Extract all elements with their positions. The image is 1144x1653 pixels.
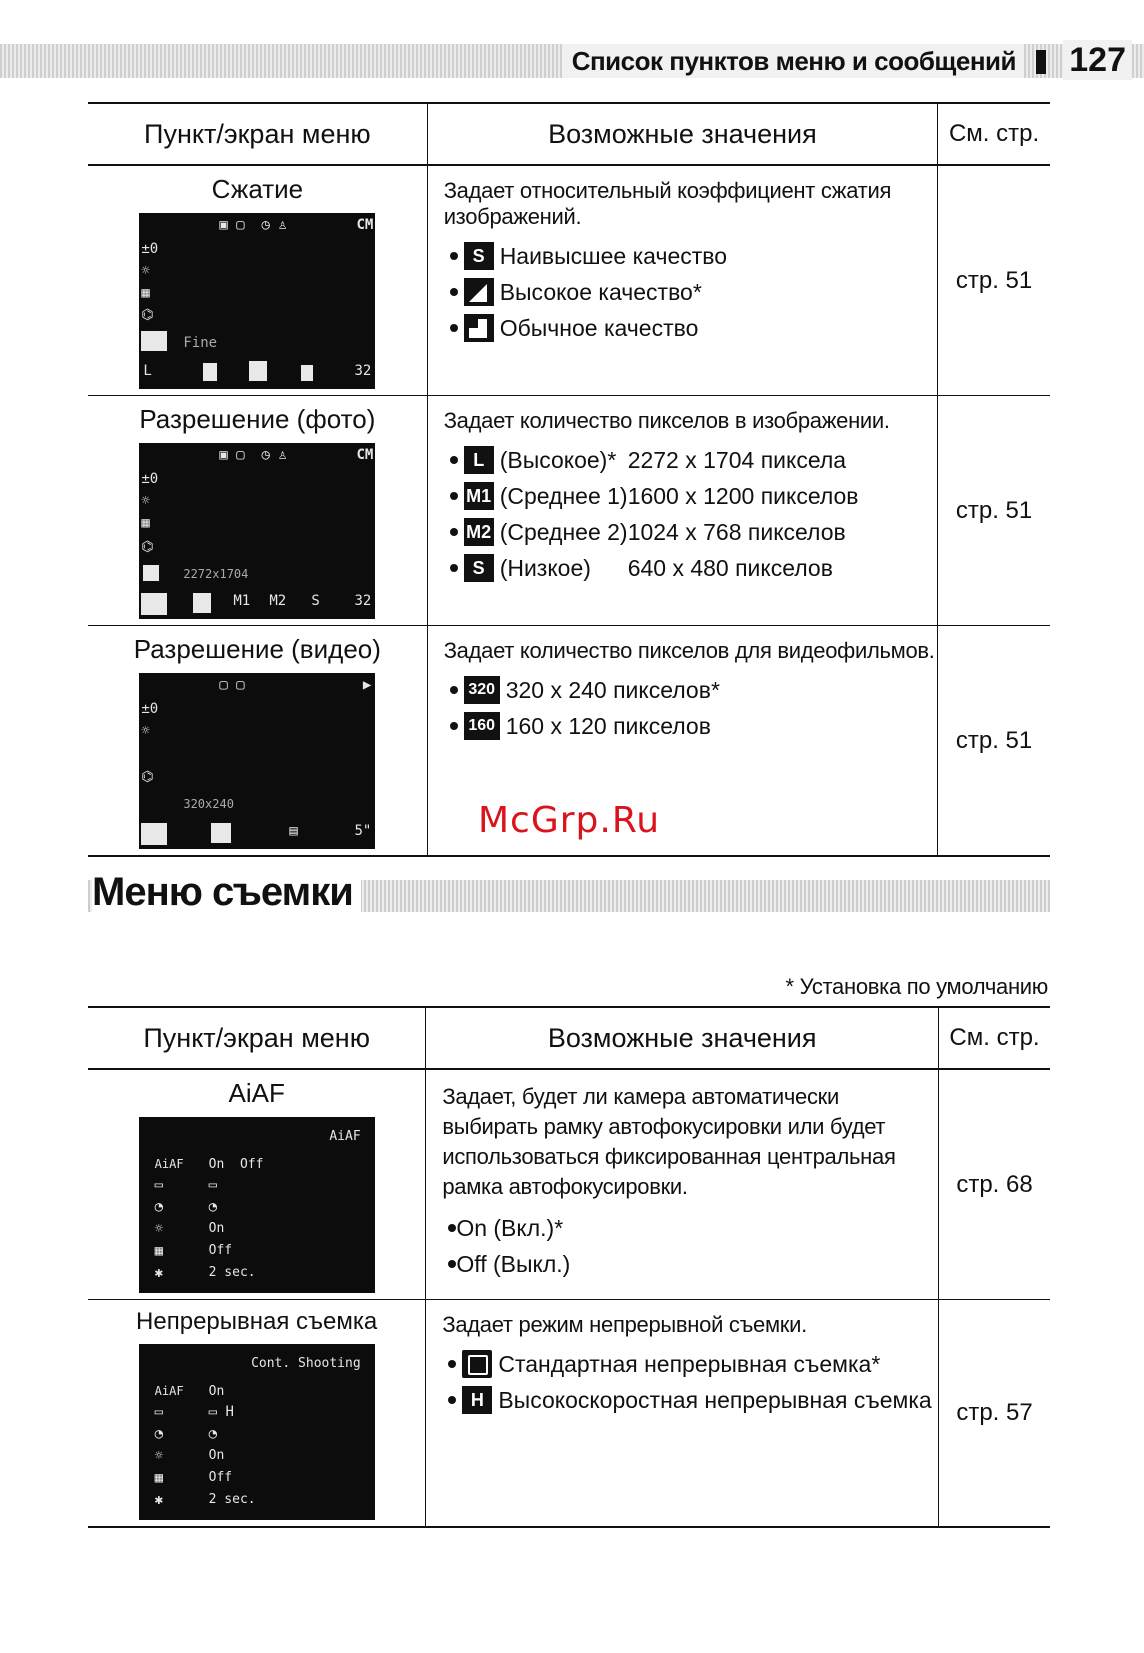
screen-exposure: ±0: [141, 241, 159, 257]
page-ref: стр. 51: [938, 165, 1050, 396]
option-label: Off (Выкл.): [456, 1251, 571, 1277]
list-item: [454, 274, 937, 310]
screen-seconds: 5": [354, 823, 372, 839]
column-header-values: Возможные значения: [427, 103, 937, 165]
list-item: [452, 1246, 938, 1282]
table-row: [88, 165, 1050, 396]
screen-icon: M1: [233, 593, 251, 609]
screen-icon: ☼: [141, 493, 150, 509]
screen-icons-top: ▣ ▢ ◷ ♙: [219, 217, 287, 233]
screen-value: On: [208, 1384, 225, 1399]
item-description: Задает количество пикселов в изображении.: [443, 408, 890, 433]
list-item: [454, 238, 937, 274]
screen-icon: ☼: [154, 1448, 164, 1464]
page-ref: стр. 51: [938, 396, 1050, 626]
values-cell: [426, 1300, 939, 1528]
superfine-icon: S: [464, 242, 494, 270]
screen-icon: ✱: [154, 1265, 164, 1281]
page-number: 127: [1063, 40, 1132, 80]
320-icon: 320: [464, 676, 500, 704]
item-cell: [88, 165, 427, 396]
column-header-item: Пункт/экран меню: [88, 103, 427, 165]
screen-icon: ▤: [289, 823, 298, 839]
screen-s-label: S: [311, 593, 320, 609]
values-cell: [427, 396, 937, 626]
option-resolution: (Среднее 1): [499, 483, 628, 509]
screen-icon: ✱: [154, 1492, 164, 1508]
screen-shots-left: 32: [354, 363, 372, 379]
screen-icon: ▭: [154, 1177, 164, 1193]
screen-value: On: [208, 1448, 225, 1463]
screen-fine-label: Fine: [183, 335, 218, 351]
medium2-icon: M2: [464, 518, 494, 546]
screen-icon: [211, 823, 231, 843]
screen-value: On Off: [208, 1157, 264, 1172]
page-ref: стр. 57: [956, 1399, 1033, 1426]
screen-exposure: ±0: [141, 701, 159, 717]
option-pixels: 1600 x 1200 пикселов: [627, 483, 859, 509]
screen-shots-left: 32: [354, 593, 372, 609]
option-label: Наивысшее качество: [499, 243, 728, 269]
options-list: [428, 442, 937, 586]
option-label: Обычное качество: [499, 315, 699, 341]
item-cell: [88, 626, 427, 857]
screen-icon: ⌬: [141, 307, 154, 323]
screen-icon: ▦: [154, 1470, 164, 1486]
screen-icon: [249, 361, 267, 381]
screen-resolution-label: 2272x1704: [183, 567, 249, 581]
screen-menu-title: AiAF: [329, 1129, 361, 1144]
item-title: Непрерывная съемка: [136, 1308, 378, 1335]
option-resolution: (Низкое): [499, 555, 591, 581]
screen-icon: ▭: [208, 1177, 218, 1193]
screen-icon: ◔: [154, 1426, 164, 1442]
screen-icons-top: ▢ ▢: [219, 677, 245, 693]
item-cell: [88, 1300, 426, 1528]
screen-icon: ◔: [208, 1199, 218, 1215]
screen-icons-top: ▣ ▢ ◷ ♙: [219, 447, 287, 463]
screen-icon: [193, 593, 211, 613]
screen-icon: ☼: [141, 723, 150, 739]
screen-mode: CM: [356, 217, 374, 233]
camera-screen-resolution-photo: [139, 443, 375, 619]
item-cell: [88, 396, 427, 626]
list-item: [454, 478, 937, 514]
item-title: AiAF: [228, 1078, 285, 1108]
list-item: [452, 1210, 938, 1246]
options-list: [428, 672, 937, 744]
values-cell: [427, 165, 937, 396]
options-list: [426, 1210, 938, 1282]
option-pixels: 640 x 480 пикселов: [627, 555, 833, 581]
medium1-icon: M1: [464, 482, 494, 510]
screen-value: 2 sec.: [208, 1492, 256, 1507]
table-row: [88, 396, 1050, 626]
option-label: Высокое качество*: [499, 279, 702, 305]
screen-icon: AiAF: [154, 1157, 184, 1171]
screen-icon: ☼: [141, 263, 150, 279]
item-description: Задает режим непрерывной съемки.: [442, 1312, 807, 1337]
column-header-page: См. стр.: [939, 1007, 1050, 1069]
screen-icon: ◔: [154, 1199, 164, 1215]
list-item: [454, 310, 937, 346]
screen-mode: CM: [356, 447, 374, 463]
options-list: [426, 1346, 938, 1418]
table-header-row: [88, 1007, 1050, 1069]
continuous-standard-icon: [462, 1350, 492, 1378]
screen-exposure: ±0: [141, 471, 159, 487]
screen-selected-box: [141, 593, 167, 615]
list-item: [454, 672, 937, 708]
small-icon: S: [464, 554, 494, 582]
option-label: Высокоскоростная непрерывная съемка: [498, 1387, 932, 1413]
item-title: Разрешение (видео): [133, 634, 381, 664]
column-header-item: Пункт/экран меню: [88, 1007, 426, 1069]
option-resolution: (Высокое)*: [499, 447, 617, 473]
movie-icon: ▶: [362, 677, 372, 693]
fine-icon: [464, 278, 494, 306]
page-ref: стр. 51: [955, 726, 1033, 754]
option-label: 160 x 120 пикселов: [505, 713, 711, 739]
list-item: [454, 550, 937, 586]
screen-menu-title: Cont. Shooting: [251, 1356, 361, 1371]
option-label: On (Вкл.)*: [456, 1215, 564, 1241]
watermark: McGrp.Ru: [478, 800, 661, 841]
column-header-values: Возможные значения: [426, 1007, 939, 1069]
screen-icon: ☼: [154, 1221, 164, 1237]
camera-screen-resolution-video: [139, 673, 375, 849]
list-item: [452, 1346, 938, 1382]
screen-icon: AiAF: [154, 1384, 184, 1398]
screen-value: Off: [208, 1470, 233, 1485]
option-label: Стандартная непрерывная съемка*: [498, 1351, 881, 1377]
screen-icon: [203, 363, 217, 381]
screen-icon: ▦: [154, 1243, 164, 1259]
screen-icon: ▭: [154, 1404, 164, 1420]
item-description: Задает количество пикселов для видеофильмов.: [443, 638, 935, 663]
screen-icon: M2: [269, 593, 287, 609]
screen-icon: [143, 565, 159, 581]
list-item: [454, 514, 937, 550]
screen-value: Off: [208, 1243, 233, 1258]
screen-icon: [301, 365, 313, 381]
item-description: Задает, будет ли камера автоматически выбирать рамку автофокусировки или будет использоваться фиксированная центральная рамка автофокусировки.: [442, 1084, 896, 1199]
screen-value: 2 sec.: [208, 1265, 256, 1280]
large-icon: L: [464, 446, 494, 474]
item-description: Задает относительный коэффициент сжатия изображений.: [443, 178, 892, 229]
item-title: Сжатие: [211, 174, 304, 204]
list-item: [454, 708, 937, 744]
option-resolution: (Среднее 2): [499, 519, 628, 545]
default-note: * Установка по умолчанию: [785, 974, 1048, 999]
menu-table-2: [88, 1006, 1050, 1528]
header-divider: [1036, 50, 1046, 74]
option-pixels: 1024 x 768 пикселов: [627, 519, 846, 545]
screen-selected-box: [141, 823, 167, 845]
screen-icon: ▦: [141, 285, 150, 301]
table-row: [88, 1300, 1050, 1528]
option-label: 320 x 240 пикселов*: [505, 677, 720, 703]
list-item: [452, 1382, 938, 1418]
screen-icon: ⌬: [141, 769, 154, 785]
camera-screen-aiaf: [139, 1117, 375, 1293]
page-header-title: Список пунктов меню и сообщений: [562, 44, 1024, 78]
camera-screen-compression: [139, 213, 375, 389]
item-cell: [88, 1069, 426, 1300]
screen-icon: ▭ H: [208, 1404, 234, 1420]
screen-value: On: [208, 1221, 225, 1236]
screen-icon: ◔: [208, 1426, 218, 1442]
column-header-page: См. стр.: [938, 103, 1050, 165]
options-list: [428, 238, 937, 346]
page-ref: стр. 68: [939, 1069, 1050, 1300]
item-title: Разрешение (фото): [139, 404, 376, 434]
section-title: Меню съемки: [92, 870, 361, 915]
continuous-high-speed-icon: H: [462, 1386, 492, 1414]
values-cell: [426, 1069, 939, 1300]
160-icon: 160: [464, 712, 500, 740]
normal-icon: [464, 314, 494, 342]
table-row: [88, 1069, 1050, 1300]
menu-table-1: [88, 102, 1050, 857]
screen-resolution-label: 320x240: [183, 797, 234, 811]
option-pixels: 2272 x 1704 пиксела: [627, 447, 847, 473]
table-header-row: [88, 103, 1050, 165]
camera-screen-continuous: [139, 1344, 375, 1520]
list-item: [454, 442, 937, 478]
screen-icon: ▦: [141, 515, 150, 531]
screen-selected-box: [141, 331, 167, 351]
screen-size-label: L: [143, 363, 152, 379]
screen-icon: ⌬: [141, 539, 154, 555]
